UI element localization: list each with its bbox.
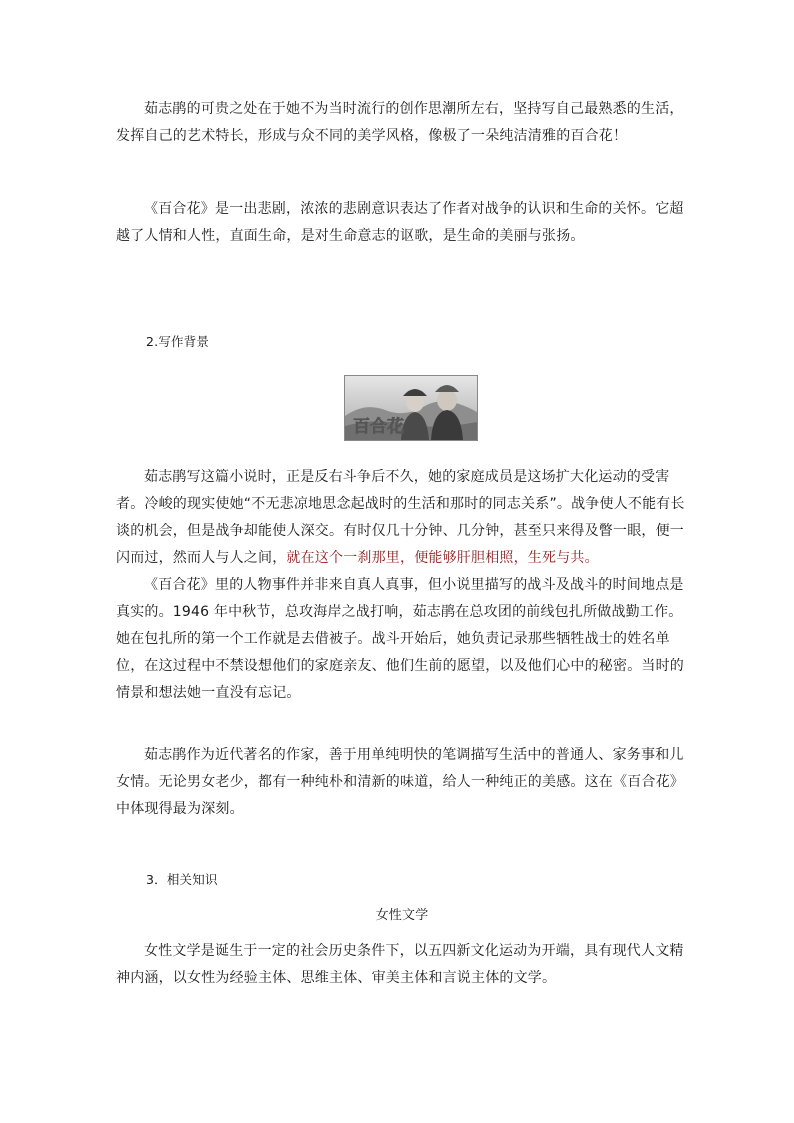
section-heading-2: 2.写作背景 <box>146 334 210 349</box>
film-still-image <box>344 375 478 441</box>
paragraph-5: 茹志鹃作为近代著名的作家，善于用单纯明快的笔调描写生活中的普通人、家务事和儿女情。无论男女老少，都有一种纯朴和清新的味道，给人一种纯正的美感。这在《百合花》中体现得最为深刻。 <box>116 747 684 817</box>
paragraph-3 <box>116 464 688 572</box>
paragraph-4: 《百合花》里的人物事件并非来自真人真事，但小说里描写的战斗及战斗的时间地点是真实的。1946 年中秋节，总攻海岸之战打响，茹志鹃在总攻团的前线包扎所做战勤工作。她在包扎所的第一个工作就是去借被子。战斗开始后，她负责记录那些牺牲战士的姓名单位，在这过程中不禁设想他们的家庭亲友、他们生前的愿望，以及他们心中的秘密。当时的情景和想法她一直没有忘记。 <box>116 577 684 701</box>
subsection-title: 女性文学 <box>375 908 429 923</box>
film-logo-text: 百合花 <box>353 417 404 437</box>
film-still-illustration <box>345 376 477 440</box>
paragraph-2: 《百合花》是一出悲剧，浓浓的悲剧意识表达了作者对战争的认识和生命的关怀。它超越了人情和人性，直面生命，是对生命意志的讴歌，是生命的美丽与张扬。 <box>116 201 684 244</box>
paragraph-1: 茹志鹃的可贵之处在于她不为当时流行的创作思潮所左右，坚持写自己最熟悉的生活，发挥自己的艺术特长，形成与众不同的美学风格，像极了一朵纯洁清雅的百合花！ <box>116 101 684 144</box>
paragraph-3-highlight: 就在这个一刹那里，便能够肝胆相照，生死与共。 <box>286 550 599 566</box>
paragraph-6: 女性文学是诞生于一定的社会历史条件下，以五四新文化运动为开端，具有现代人文精神内涵，以女性为经验主体、思维主体、审美主体和言说主体的文学。 <box>116 943 684 986</box>
paragraph-3-text: 茹志鹃写这篇小说时，正是反右斗争后不久，她的家庭成员是这场扩大化运动的受害者。冷峻的现实使她“不无悲凉地思念起战时的生活和那时的同志关系”。战争使人不能有长谈的机会，但是战争却能使人深交。有时仅几十分钟、几分钟，甚至只来得及瞥一眼，便一闪而过，然而人与人之间， <box>116 469 685 566</box>
section-heading-3: 3．相关知识 <box>146 872 218 887</box>
